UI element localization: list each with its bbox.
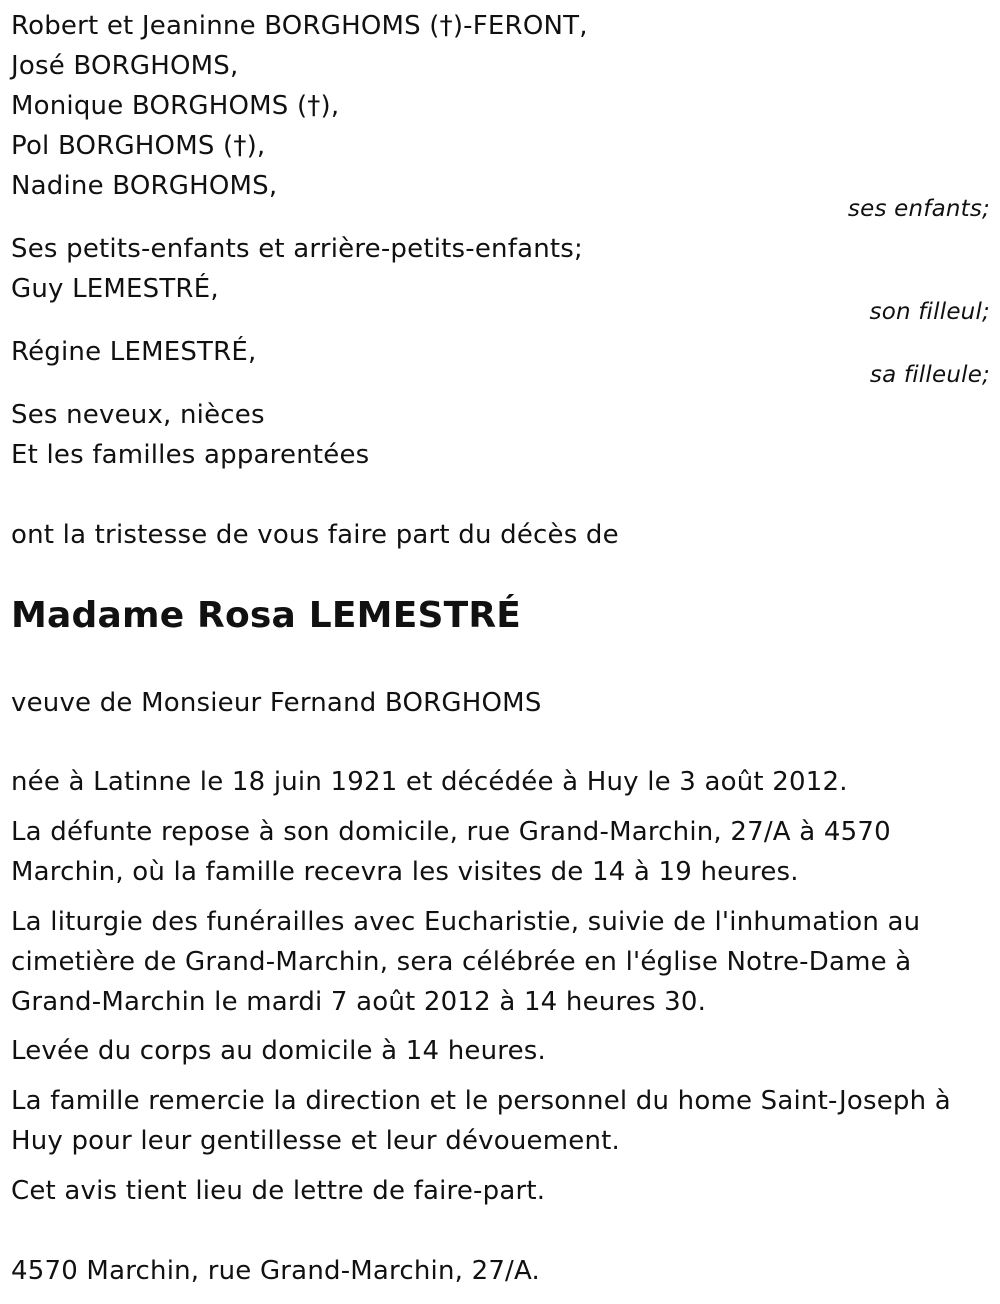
liturgy-paragraph: La liturgie des funérailles avec Eucharistie, suivie de l'inhumation au cimetière de Grand-Marchin, sera célébrée en l'église Notre-Dame à Grand-Marchin le mardi 7 août 2012 à 14 heures 30. (11, 907, 921, 1017)
family-member-jose: José BORGHOMS, (11, 51, 239, 81)
levee-line: Levée du corps au domicile à 14 heures. (11, 1036, 546, 1066)
goddaughter-name: Régine LEMESTRÉ, (11, 337, 257, 367)
address-line: 4570 Marchin, rue Grand-Marchin, 27/A. (11, 1256, 541, 1286)
widow-of-line: veuve de Monsieur Fernand BORGHOMS (11, 688, 542, 718)
grandchildren-line: Ses petits-enfants et arrière-petits-enfants; (11, 234, 583, 264)
nephews-line: Ses neveux, nièces (11, 400, 265, 430)
godson-role-label: son filleul; (869, 299, 990, 325)
family-member-robert-jeaninne: Robert et Jeaninne BORGHOMS (†)-FERONT, (11, 11, 588, 41)
notice-line: Cet avis tient lieu de lettre de faire-part. (11, 1176, 546, 1206)
family-member-nadine: Nadine BORGHOMS, (11, 171, 278, 201)
repose-paragraph: La défunte repose à son domicile, rue Grand-Marchin, 27/A à 4570 Marchin, où la famille recevra les visites de 14 à 19 heures. (11, 817, 891, 887)
birth-death-line: née à Latinne le 18 juin 1921 et décédée à Huy le 3 août 2012. (11, 767, 848, 797)
godson-name: Guy LEMESTRÉ, (11, 274, 219, 304)
deceased-name: Madame Rosa LEMESTRÉ (11, 595, 522, 636)
family-member-monique: Monique BORGHOMS (†), (11, 91, 340, 121)
thanks-paragraph: La famille remercie la direction et le personnel du home Saint-Joseph à Huy pour leur gentillesse et leur dévouement. (11, 1086, 951, 1156)
relatives-line: Et les familles apparentées (11, 440, 370, 470)
children-role-label: ses enfants; (847, 196, 990, 222)
family-member-pol: Pol BORGHOMS (†), (11, 131, 266, 161)
announcement-line: ont la tristesse de vous faire part du décès de (11, 520, 619, 550)
goddaughter-role-label: sa filleule; (869, 362, 990, 388)
